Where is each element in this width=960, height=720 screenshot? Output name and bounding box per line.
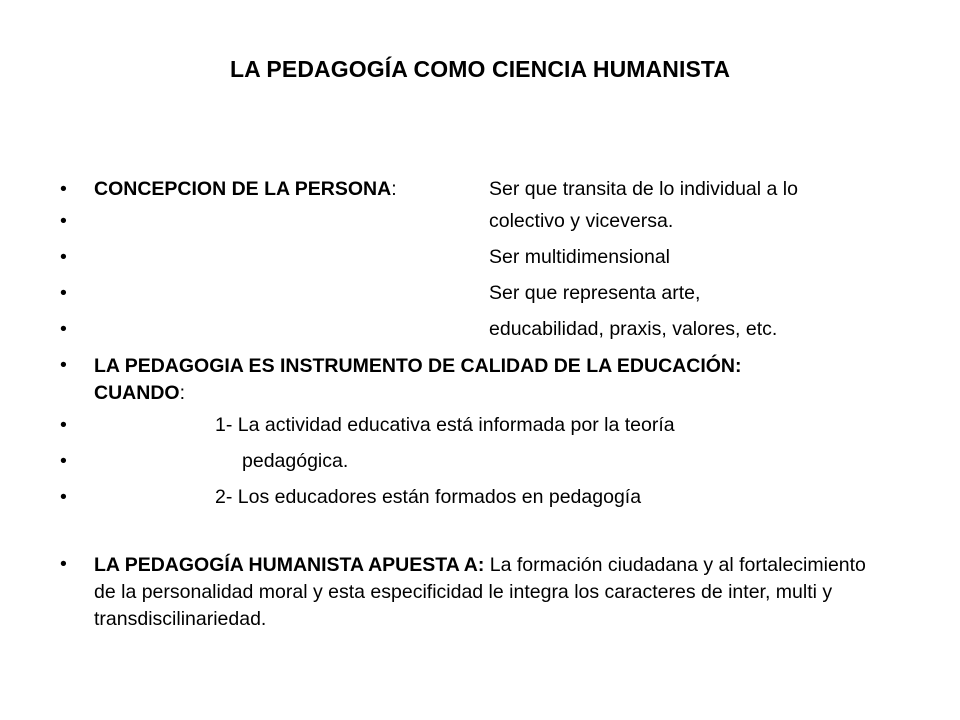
persona-line-3: Ser multidimensional [489,246,670,268]
persona-line-1: Ser que transita de lo individual a lo [489,178,798,200]
bullet-icon: • [60,354,67,376]
bullet-icon: • [60,450,67,472]
bullet-icon: • [60,246,67,268]
calidad-label-line-2: CUANDO [94,382,180,404]
persona-line-5: educabilidad, praxis, valores, etc. [489,318,778,340]
bullet-icon: • [60,282,67,304]
humanista-label: LA PEDAGOGÍA HUMANISTA APUESTA A: [94,554,485,576]
persona-label: CONCEPCION DE LA PERSONA [94,178,392,200]
calidad-item-2: 2- Los educadores están formados en pedagogía [215,486,642,508]
calidad-item-1-continuation: pedagógica. [242,450,349,472]
calidad-item-1: 1- La actividad educativa está informada por la teoría [215,414,675,436]
page-title: LA PEDAGOGÍA COMO CIENCIA HUMANISTA [229,56,731,82]
bullet-icon: • [60,486,67,508]
bullet-icon: • [60,318,67,340]
bullet-icon: • [60,553,67,575]
humanista-text: La formación ciudadana y al fortalecimiento de la personalidad moral y esta especificidad le integra los caracteres de inter, multi y transdiscilinariedad. [94,554,866,630]
persona-colon: : [391,178,397,200]
bullet-icon: • [60,178,67,200]
calidad-label-line-1: LA PEDAGOGIA ES INSTRUMENTO DE CALIDAD DE LA EDUCACIÓN: [94,355,742,377]
bullet-icon: • [60,210,67,232]
persona-line-2: colectivo y viceversa. [489,210,674,232]
calidad-colon: : [179,382,186,404]
persona-line-4: Ser que representa arte, [489,282,701,304]
bullet-icon: • [60,414,67,436]
